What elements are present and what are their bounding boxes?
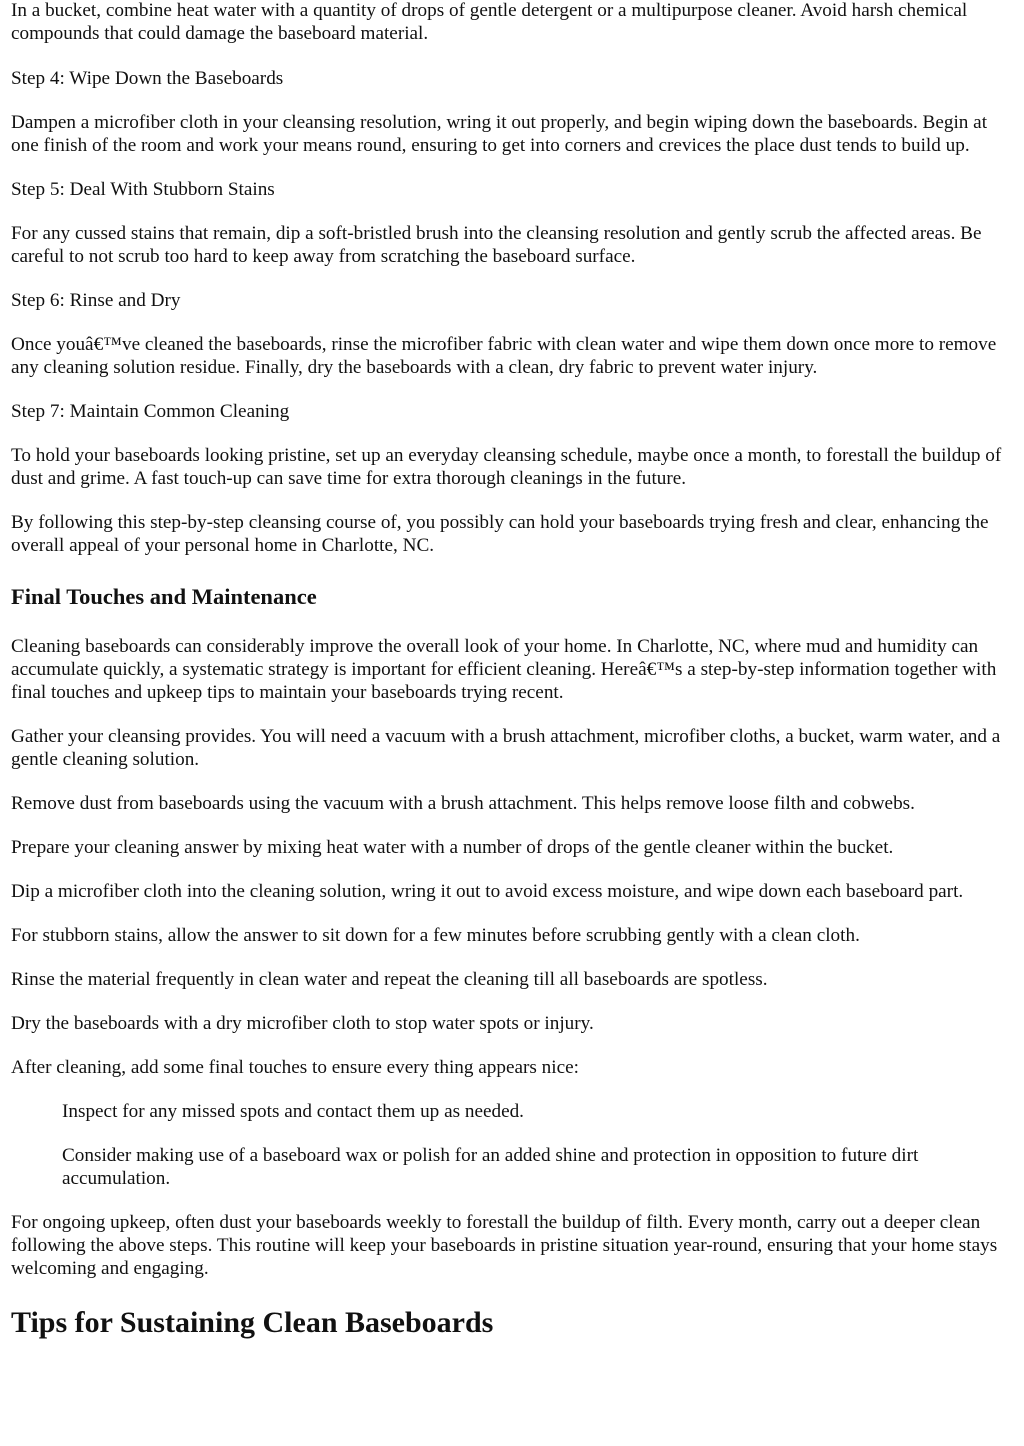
section-heading-final-touches: Final Touches and Maintenance [11,584,317,609]
section-paragraph: For stubborn stains, allow the answer to sit down for a few minutes before scrubbing gently with a clean cloth. [11,925,860,946]
section-paragraph: Gather your cleansing provides. You will need a vacuum with a brush attachment, microfiber cloths, a bucket, warm water, and a gentle cleaning solution. [11,726,1001,770]
step-title: Step 7: Maintain Common Cleaning [11,401,290,422]
step-body: Dampen a microfiber cloth in your cleansing resolution, wring it out properly, and begin wiping down the baseboards. Begin at one finish of the room and work your means round, ensuring to get into corners and crevices the place dust tends to build up. [11,112,988,156]
upkeep-paragraph: For ongoing upkeep, often dust your baseboards weekly to forestall the buildup of filth. Every month, carry out a deeper clean following the above steps. This routine will keep your baseboards in pristine situation year-round, ensuring that your home stays welcoming and engaging. [11,1212,998,1279]
step-body: Once youâ€™ve cleaned the baseboards, rinse the microfiber fabric with clean water and wipe them down once more to remove any cleaning solution residue. Finally, dry the baseboards with a clean, dry fabric to prevent water injury. [11,334,997,378]
intro-paragraph: In a bucket, combine heat water with a quantity of drops of gentle detergent or a multipurpose cleaner. Avoid harsh chemical compounds that could damage the baseboard material. [11,0,968,44]
step-body: For any cussed stains that remain, dip a soft-bristled brush into the cleansing resolution and gently scrub the affected areas. Be careful to not scrub too hard to keep away from scratching the baseboard surface. [11,223,982,267]
list-item: Consider making use of a baseboard wax or polish for an added shine and protection in opposition to future dirt accumulation. [62,1145,919,1189]
step-title: Step 4: Wipe Down the Baseboards [11,68,284,89]
section-paragraph: After cleaning, add some final touches to ensure every thing appears nice: [11,1057,579,1078]
step-title: Step 6: Rinse and Dry [11,290,181,311]
section-paragraph: Prepare your cleaning answer by mixing heat water with a number of drops of the gentle cleaner within the bucket. [11,837,894,858]
list-item: Inspect for any missed spots and contact them up as needed. [62,1101,524,1122]
step-body: To hold your baseboards looking pristine, set up an everyday cleansing schedule, maybe once a month, to forestall the buildup of dust and grime. A fast touch-up can save time for extra thorough cleanings in the future. [11,445,1002,489]
section-paragraph: Dip a microfiber cloth into the cleaning solution, wring it out to avoid excess moisture, and wipe down each baseboard part. [11,881,964,902]
section-paragraph: Remove dust from baseboards using the vacuum with a brush attachment. This helps remove loose filth and cobwebs. [11,793,915,814]
section-paragraph: Cleaning baseboards can considerably improve the overall look of your home. In Charlotte, NC, where mud and humidity can accumulate quickly, a systematic strategy is important for efficient cleaning. Hereâ€™s a step-by-step information together with final touches and upkeep tips to maintain your baseboards trying recent. [11,636,997,703]
step-title: Step 5: Deal With Stubborn Stains [11,179,275,200]
section-heading-tips: Tips for Sustaining Clean Baseboards [11,1306,494,1339]
section-paragraph: Dry the baseboards with a dry microfiber cloth to stop water spots or injury. [11,1013,594,1034]
section-paragraph: Rinse the material frequently in clean water and repeat the cleaning till all baseboards are spotless. [11,969,768,990]
closing-paragraph: By following this step-by-step cleansing course of, you possibly can hold your baseboards trying fresh and clear, enhancing the overall appeal of your personal home in Charlotte, NC. [11,512,989,556]
final-touches-list [11,1100,1013,1190]
